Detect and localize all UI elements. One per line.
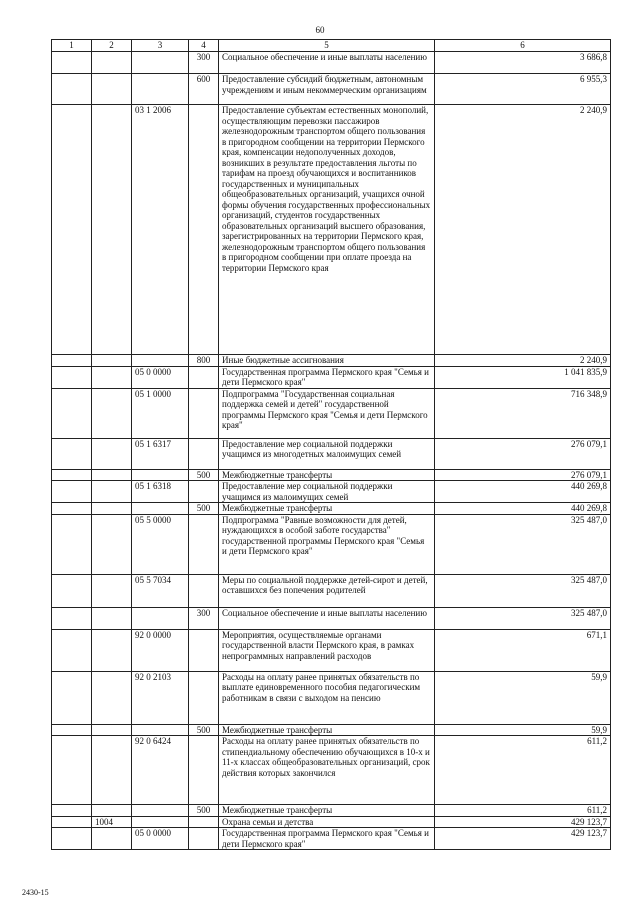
cell-c3 [132,607,189,629]
cell-c3: 05 1 6317 [132,438,189,469]
table-row [52,607,611,629]
cell-c3: 05 0 0000 [132,366,189,388]
cell-c1 [52,574,92,607]
cell-c5: Межбюджетные трансферты [219,469,435,481]
table-row [52,469,611,481]
cell-c3 [132,503,189,515]
cell-c2 [92,469,132,481]
cell-c5: Подпрограмма "Равные возможности для детей, нуждающихся в особой заботе государства" государственной программы Пермского края "Семья и дети Пермского края" [219,514,435,574]
cell-c3: 05 5 0000 [132,514,189,574]
cell-c3: 03 1 2006 [132,105,189,355]
cell-c2 [92,366,132,388]
cell-c6: 671,1 [435,629,611,671]
cell-c2 [92,736,132,805]
cell-c4 [189,388,219,438]
cell-c2 [92,438,132,469]
cell-c3: 05 0 0000 [132,828,189,850]
cell-c6: 440 269,8 [435,481,611,503]
cell-c2 [92,105,132,355]
cell-c4: 600 [189,74,219,105]
table-row [52,105,611,355]
cell-c1 [52,105,92,355]
cell-c4 [189,671,219,724]
cell-c6: 3 686,8 [435,52,611,74]
cell-c4 [189,816,219,828]
cell-c5: Предоставление субсидий бюджетным, автономным учреждениям и иным некоммерческим организациям [219,74,435,105]
cell-c6: 1 041 835,9 [435,366,611,388]
table-row [52,805,611,817]
cell-c3: 05 5 7034 [132,574,189,607]
cell-c3: 92 0 0000 [132,629,189,671]
cell-c1 [52,629,92,671]
cell-c2 [92,724,132,736]
column-header: 1 [52,40,92,52]
cell-c2 [92,503,132,515]
cell-c1 [52,469,92,481]
cell-c5: Социальное обеспечение и иные выплаты населению [219,607,435,629]
cell-c3 [132,805,189,817]
cell-c5: Государственная программа Пермского края "Семья и дети Пермского края" [219,828,435,850]
cell-c1 [52,388,92,438]
table-header-row [52,40,611,52]
column-header: 5 [219,40,435,52]
cell-c1 [52,355,92,367]
cell-c1 [52,828,92,850]
table-body [52,52,611,850]
column-header: 2 [92,40,132,52]
table-row [52,828,611,850]
cell-c4 [189,736,219,805]
cell-c6: 440 269,8 [435,503,611,515]
cell-c3: 92 0 2103 [132,671,189,724]
cell-c3 [132,724,189,736]
cell-c5: Предоставление субъектам естественных монополий, осуществляющим перевозки пассажиров железнодорожным транспортом общего пользования в пригородном сообщении на территории Пермского края, компенсации недополученных доходов, возникших в результате предоставления льготы по тарифам на проезд обучающихся и воспитанников государственных и муниципальных общеобразовательных организаций, учащихся очной формы обучения государственных профессиональных организаций, студентов государственных образовательных организаций высшего образования, зарегистрированных на территории Пермского края, железнодорожным транспортом общего пользования в пригородном сообщении при оплате проезда на территории Пермского края [219,105,435,355]
cell-c1 [52,503,92,515]
cell-c5: Меры по социальной поддержке детей-сирот и детей, оставшихся без попечения родителей [219,574,435,607]
cell-c2 [92,388,132,438]
cell-c4 [189,481,219,503]
cell-c1 [52,805,92,817]
cell-c5: Подпрограмма "Государственная социальная поддержка семей и детей" государственной программы Пермского края "Семья и дети Пермского края" [219,388,435,438]
table-row [52,514,611,574]
table-row [52,481,611,503]
table-row [52,438,611,469]
table-row [52,503,611,515]
cell-c1 [52,736,92,805]
cell-c2 [92,629,132,671]
cell-c3 [132,52,189,74]
cell-c4: 300 [189,607,219,629]
cell-c1 [52,671,92,724]
cell-c5: Расходы на оплату ранее принятых обязательств по стипендиальному обеспечению обучающихся в 10-х и 11-х классах общеобразовательных организаций, срок действия которых закончился [219,736,435,805]
cell-c5: Межбюджетные трансферты [219,724,435,736]
cell-c2 [92,355,132,367]
cell-c3 [132,816,189,828]
cell-c6: 325 487,0 [435,514,611,574]
cell-c6: 59,9 [435,671,611,724]
cell-c1 [52,724,92,736]
cell-c2 [92,74,132,105]
cell-c1 [52,366,92,388]
cell-c1 [52,52,92,74]
cell-c6: 611,2 [435,805,611,817]
table-row [52,671,611,724]
cell-c2: 1004 [92,816,132,828]
cell-c1 [52,514,92,574]
footer-code: 2430-15 [22,888,49,897]
cell-c4: 500 [189,724,219,736]
cell-c6: 59,9 [435,724,611,736]
cell-c6: 611,2 [435,736,611,805]
cell-c3 [132,355,189,367]
cell-c3: 92 0 6424 [132,736,189,805]
column-header: 4 [189,40,219,52]
table-row [52,724,611,736]
cell-c6: 276 079,1 [435,469,611,481]
cell-c5: Государственная программа Пермского края "Семья и дети Пермского края" [219,366,435,388]
cell-c6: 325 487,0 [435,574,611,607]
cell-c4: 500 [189,805,219,817]
cell-c2 [92,574,132,607]
cell-c4 [189,366,219,388]
table-row [52,816,611,828]
cell-c6: 2 240,9 [435,355,611,367]
cell-c5: Предоставление мер социальной поддержки учащимся из малоимущих семей [219,481,435,503]
cell-c1 [52,74,92,105]
cell-c6: 2 240,9 [435,105,611,355]
cell-c2 [92,481,132,503]
table-row [52,74,611,105]
cell-c4: 300 [189,52,219,74]
cell-c5: Охрана семьи и детства [219,816,435,828]
cell-c3: 05 1 0000 [132,388,189,438]
table-row [52,355,611,367]
cell-c3 [132,74,189,105]
cell-c5: Межбюджетные трансферты [219,503,435,515]
cell-c4 [189,105,219,355]
cell-c4: 500 [189,503,219,515]
cell-c4 [189,629,219,671]
cell-c1 [52,481,92,503]
cell-c4 [189,514,219,574]
cell-c6: 429 123,7 [435,816,611,828]
cell-c6: 6 955,3 [435,74,611,105]
cell-c2 [92,52,132,74]
cell-c4 [189,574,219,607]
budget-table [51,39,611,850]
cell-c2 [92,514,132,574]
cell-c2 [92,671,132,724]
cell-c6: 429 123,7 [435,828,611,850]
cell-c5: Иные бюджетные ассигнования [219,355,435,367]
table-row [52,629,611,671]
cell-c5: Межбюджетные трансферты [219,805,435,817]
cell-c2 [92,607,132,629]
table-row [52,388,611,438]
cell-c4: 800 [189,355,219,367]
cell-c3: 05 1 6318 [132,481,189,503]
column-header: 3 [132,40,189,52]
cell-c3 [132,469,189,481]
cell-c4 [189,828,219,850]
cell-c4: 500 [189,469,219,481]
cell-c5: Социальное обеспечение и иные выплаты населению [219,52,435,74]
cell-c6: 716 348,9 [435,388,611,438]
cell-c1 [52,607,92,629]
column-header: 6 [435,40,611,52]
page-number: 60 [315,25,325,35]
cell-c6: 325 487,0 [435,607,611,629]
table-row [52,52,611,74]
cell-c1 [52,438,92,469]
cell-c5: Расходы на оплату ранее принятых обязательств по выплате единовременного пособия педагогическим работникам в связи с выходом на пенсию [219,671,435,724]
cell-c5: Предоставление мер социальной поддержки учащимся из многодетных малоимущих семей [219,438,435,469]
cell-c4 [189,438,219,469]
table-row [52,736,611,805]
table-row [52,574,611,607]
cell-c5: Мероприятия, осуществляемые органами государственной власти Пермского края, в рамках непрограммных направлений расходов [219,629,435,671]
table-row [52,366,611,388]
cell-c1 [52,816,92,828]
cell-c2 [92,805,132,817]
cell-c2 [92,828,132,850]
cell-c6: 276 079,1 [435,438,611,469]
